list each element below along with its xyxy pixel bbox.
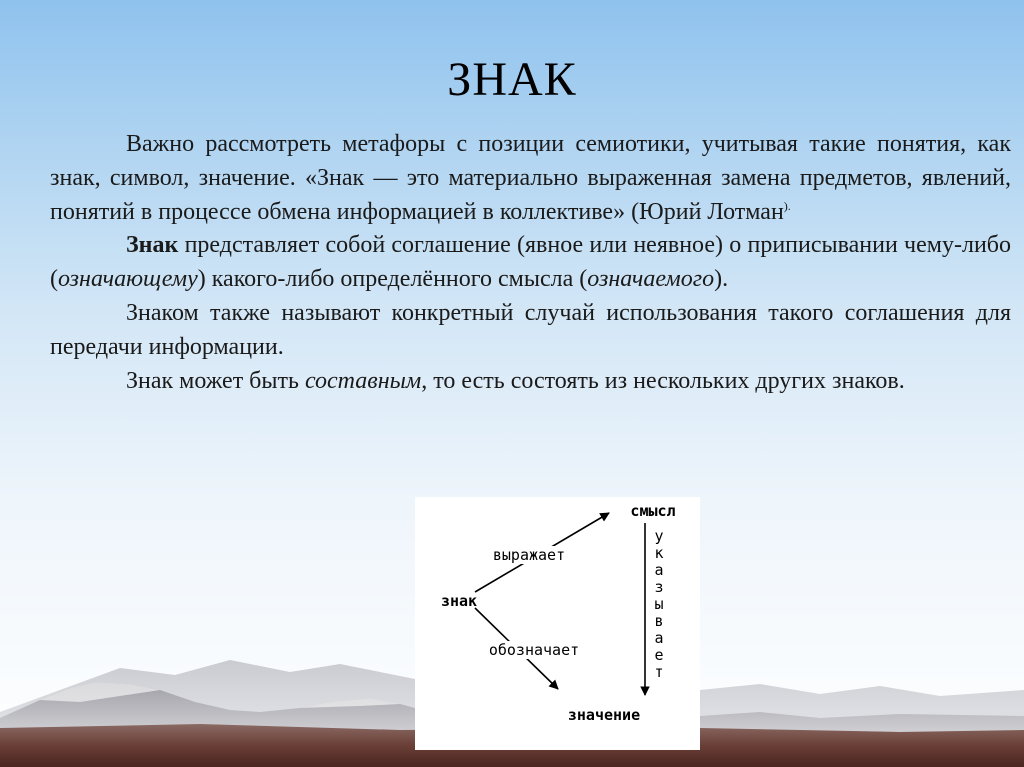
edge-denotes-label: обозначает	[488, 641, 580, 659]
text-fragment: Знак может быть	[126, 367, 305, 394]
edge-points-letter: а	[654, 629, 664, 647]
text-fragment: приписывании чему-либо (	[50, 232, 1011, 293]
edge-points-letter: в	[654, 612, 664, 630]
node-meaning: смысл	[630, 502, 676, 520]
edge-points-letter: е	[654, 646, 664, 664]
text-line: понятия, как знак, символ, значение. «Знак — это материально выраженная	[50, 131, 1011, 191]
text-fragment: коллективе» (Юрий Лотман	[499, 198, 784, 225]
node-sign: знак	[440, 592, 478, 610]
slide-title: ЗНАК	[447, 53, 577, 106]
edge-points-letter: з	[654, 578, 664, 596]
diagram-canvas	[415, 497, 700, 750]
text-fragment: представляет собой соглашение (явное или неявное) о	[178, 232, 742, 259]
paragraph-composite-sign	[50, 365, 1011, 399]
term-sign: Знак	[126, 232, 179, 259]
text-fragment: (	[579, 266, 588, 293]
edge-expresses-label: выражает	[492, 546, 566, 564]
text-fragment: ) какого-либо определённого смысла	[197, 266, 574, 293]
paragraph-sign-definition	[50, 229, 1011, 297]
text-line	[500, 199, 791, 225]
text-line: замена предметов, явлений, понятий в процессе обмена информацией в	[50, 164, 1012, 225]
footnote-mark: ).	[783, 198, 791, 213]
text-line: Знаком также называют конкретный случай использования такого	[126, 300, 834, 327]
term-signifier: означающему	[58, 266, 198, 293]
edge-points-label	[654, 527, 663, 681]
edge-points-letter: ы	[654, 595, 664, 613]
edge-points-letter: а	[654, 561, 664, 579]
term-composite: составным	[304, 367, 422, 394]
paragraph-lotman	[50, 128, 1011, 229]
paragraph-sign-usage	[50, 297, 1011, 365]
text-line: Важно рассмотреть метафоры с позиции семиотики, учитывая такие	[126, 131, 866, 157]
term-signified: означаемого	[587, 266, 715, 293]
body-text	[50, 128, 1011, 399]
text-line: знаков.	[832, 367, 905, 394]
text-line	[579, 266, 728, 292]
semiotic-triangle-diagram	[415, 497, 700, 750]
node-signified: значение	[567, 706, 641, 724]
edge-points-letter: т	[654, 663, 664, 681]
edge-points-letter: к	[654, 544, 664, 562]
text-fragment: ).	[714, 266, 729, 293]
text-line: соглашения для передачи информации.	[50, 300, 1012, 360]
edge-points-letter: у	[654, 527, 664, 545]
text-fragment: , то есть состоять из нескольких других	[421, 367, 826, 394]
